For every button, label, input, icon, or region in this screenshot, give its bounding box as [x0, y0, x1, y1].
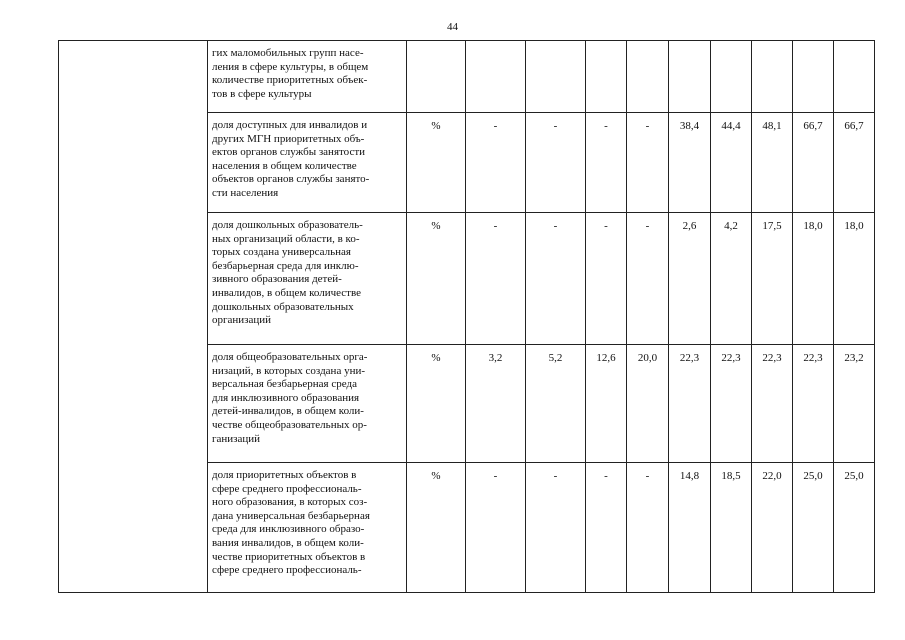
- value-cell: -: [526, 213, 586, 345]
- value-cell: 2,6: [669, 213, 711, 345]
- value-cell: [586, 41, 627, 113]
- value-cell: 18,0: [834, 213, 875, 345]
- value-cell: -: [526, 463, 586, 593]
- value-cell: -: [627, 213, 669, 345]
- table-row: [59, 41, 875, 113]
- unit-cell: %: [407, 113, 466, 213]
- value-cell: 5,2: [526, 345, 586, 463]
- value-cell: 3,2: [466, 345, 526, 463]
- value-cell: 18,5: [711, 463, 752, 593]
- value-cell: [669, 41, 711, 113]
- value-cell: 48,1: [752, 113, 793, 213]
- value-cell: 18,0: [793, 213, 834, 345]
- value-cell: 66,7: [834, 113, 875, 213]
- value-cell: [793, 41, 834, 113]
- value-cell: 22,3: [711, 345, 752, 463]
- page-number: 44: [447, 21, 458, 33]
- indicator-description: гих маломобильных групп насе- ления в сфере культуры, в общем количестве приоритетных объек- тов в сфере культуры: [208, 41, 407, 113]
- value-cell: [834, 41, 875, 113]
- value-cell: 4,2: [711, 213, 752, 345]
- value-cell: 20,0: [627, 345, 669, 463]
- value-cell: 44,4: [711, 113, 752, 213]
- value-cell: -: [627, 113, 669, 213]
- value-cell: [711, 41, 752, 113]
- indicator-description: доля приоритетных объектов в сфере среднего профессиональ- ного образования, в которых соз- дана универсальная безбарьерная среда для инклюзивного образо- вания инвалидов, в общем коли- честве приоритетных объектов в сфере среднего профессиональ-: [208, 463, 407, 593]
- indicator-description: доля доступных для инвалидов и других МГН приоритетных объ- ектов органов службы занятости населения в общем количестве объектов органов службы занято- сти населения: [208, 113, 407, 213]
- value-cell: [526, 41, 586, 113]
- indicators-table: [58, 40, 875, 593]
- value-cell: -: [586, 463, 627, 593]
- value-cell: -: [586, 113, 627, 213]
- value-cell: [627, 41, 669, 113]
- unit-cell: %: [407, 213, 466, 345]
- value-cell: 22,3: [752, 345, 793, 463]
- value-cell: 25,0: [793, 463, 834, 593]
- value-cell: 25,0: [834, 463, 875, 593]
- value-cell: -: [466, 463, 526, 593]
- value-cell: -: [627, 463, 669, 593]
- value-cell: [466, 41, 526, 113]
- indicator-description: доля дошкольных образователь- ных организаций области, в ко- торых создана универсальная безбарьерная среда для инклю- зивного образования детей- инвалидов, в общем количестве дошкольных образовательных организаций: [208, 213, 407, 345]
- value-cell: -: [586, 213, 627, 345]
- indicator-description: доля общеобразовательных орга- низаций, в которых создана уни- версальная безбарьерная среда для инклюзивного образования детей-инвалидов, в общем коли- честве общеобразовательных ор- ганизаций: [208, 345, 407, 463]
- value-cell: -: [466, 213, 526, 345]
- value-cell: 12,6: [586, 345, 627, 463]
- value-cell: 22,3: [793, 345, 834, 463]
- value-cell: 38,4: [669, 113, 711, 213]
- value-cell: 17,5: [752, 213, 793, 345]
- value-cell: 22,0: [752, 463, 793, 593]
- value-cell: 22,3: [669, 345, 711, 463]
- value-cell: -: [466, 113, 526, 213]
- unit-cell: %: [407, 345, 466, 463]
- value-cell: 14,8: [669, 463, 711, 593]
- table-body: [59, 41, 875, 593]
- empty-index-cell: [59, 41, 208, 593]
- value-cell: -: [526, 113, 586, 213]
- unit-cell: %: [407, 463, 466, 593]
- value-cell: 66,7: [793, 113, 834, 213]
- unit-cell: [407, 41, 466, 113]
- value-cell: [752, 41, 793, 113]
- value-cell: 23,2: [834, 345, 875, 463]
